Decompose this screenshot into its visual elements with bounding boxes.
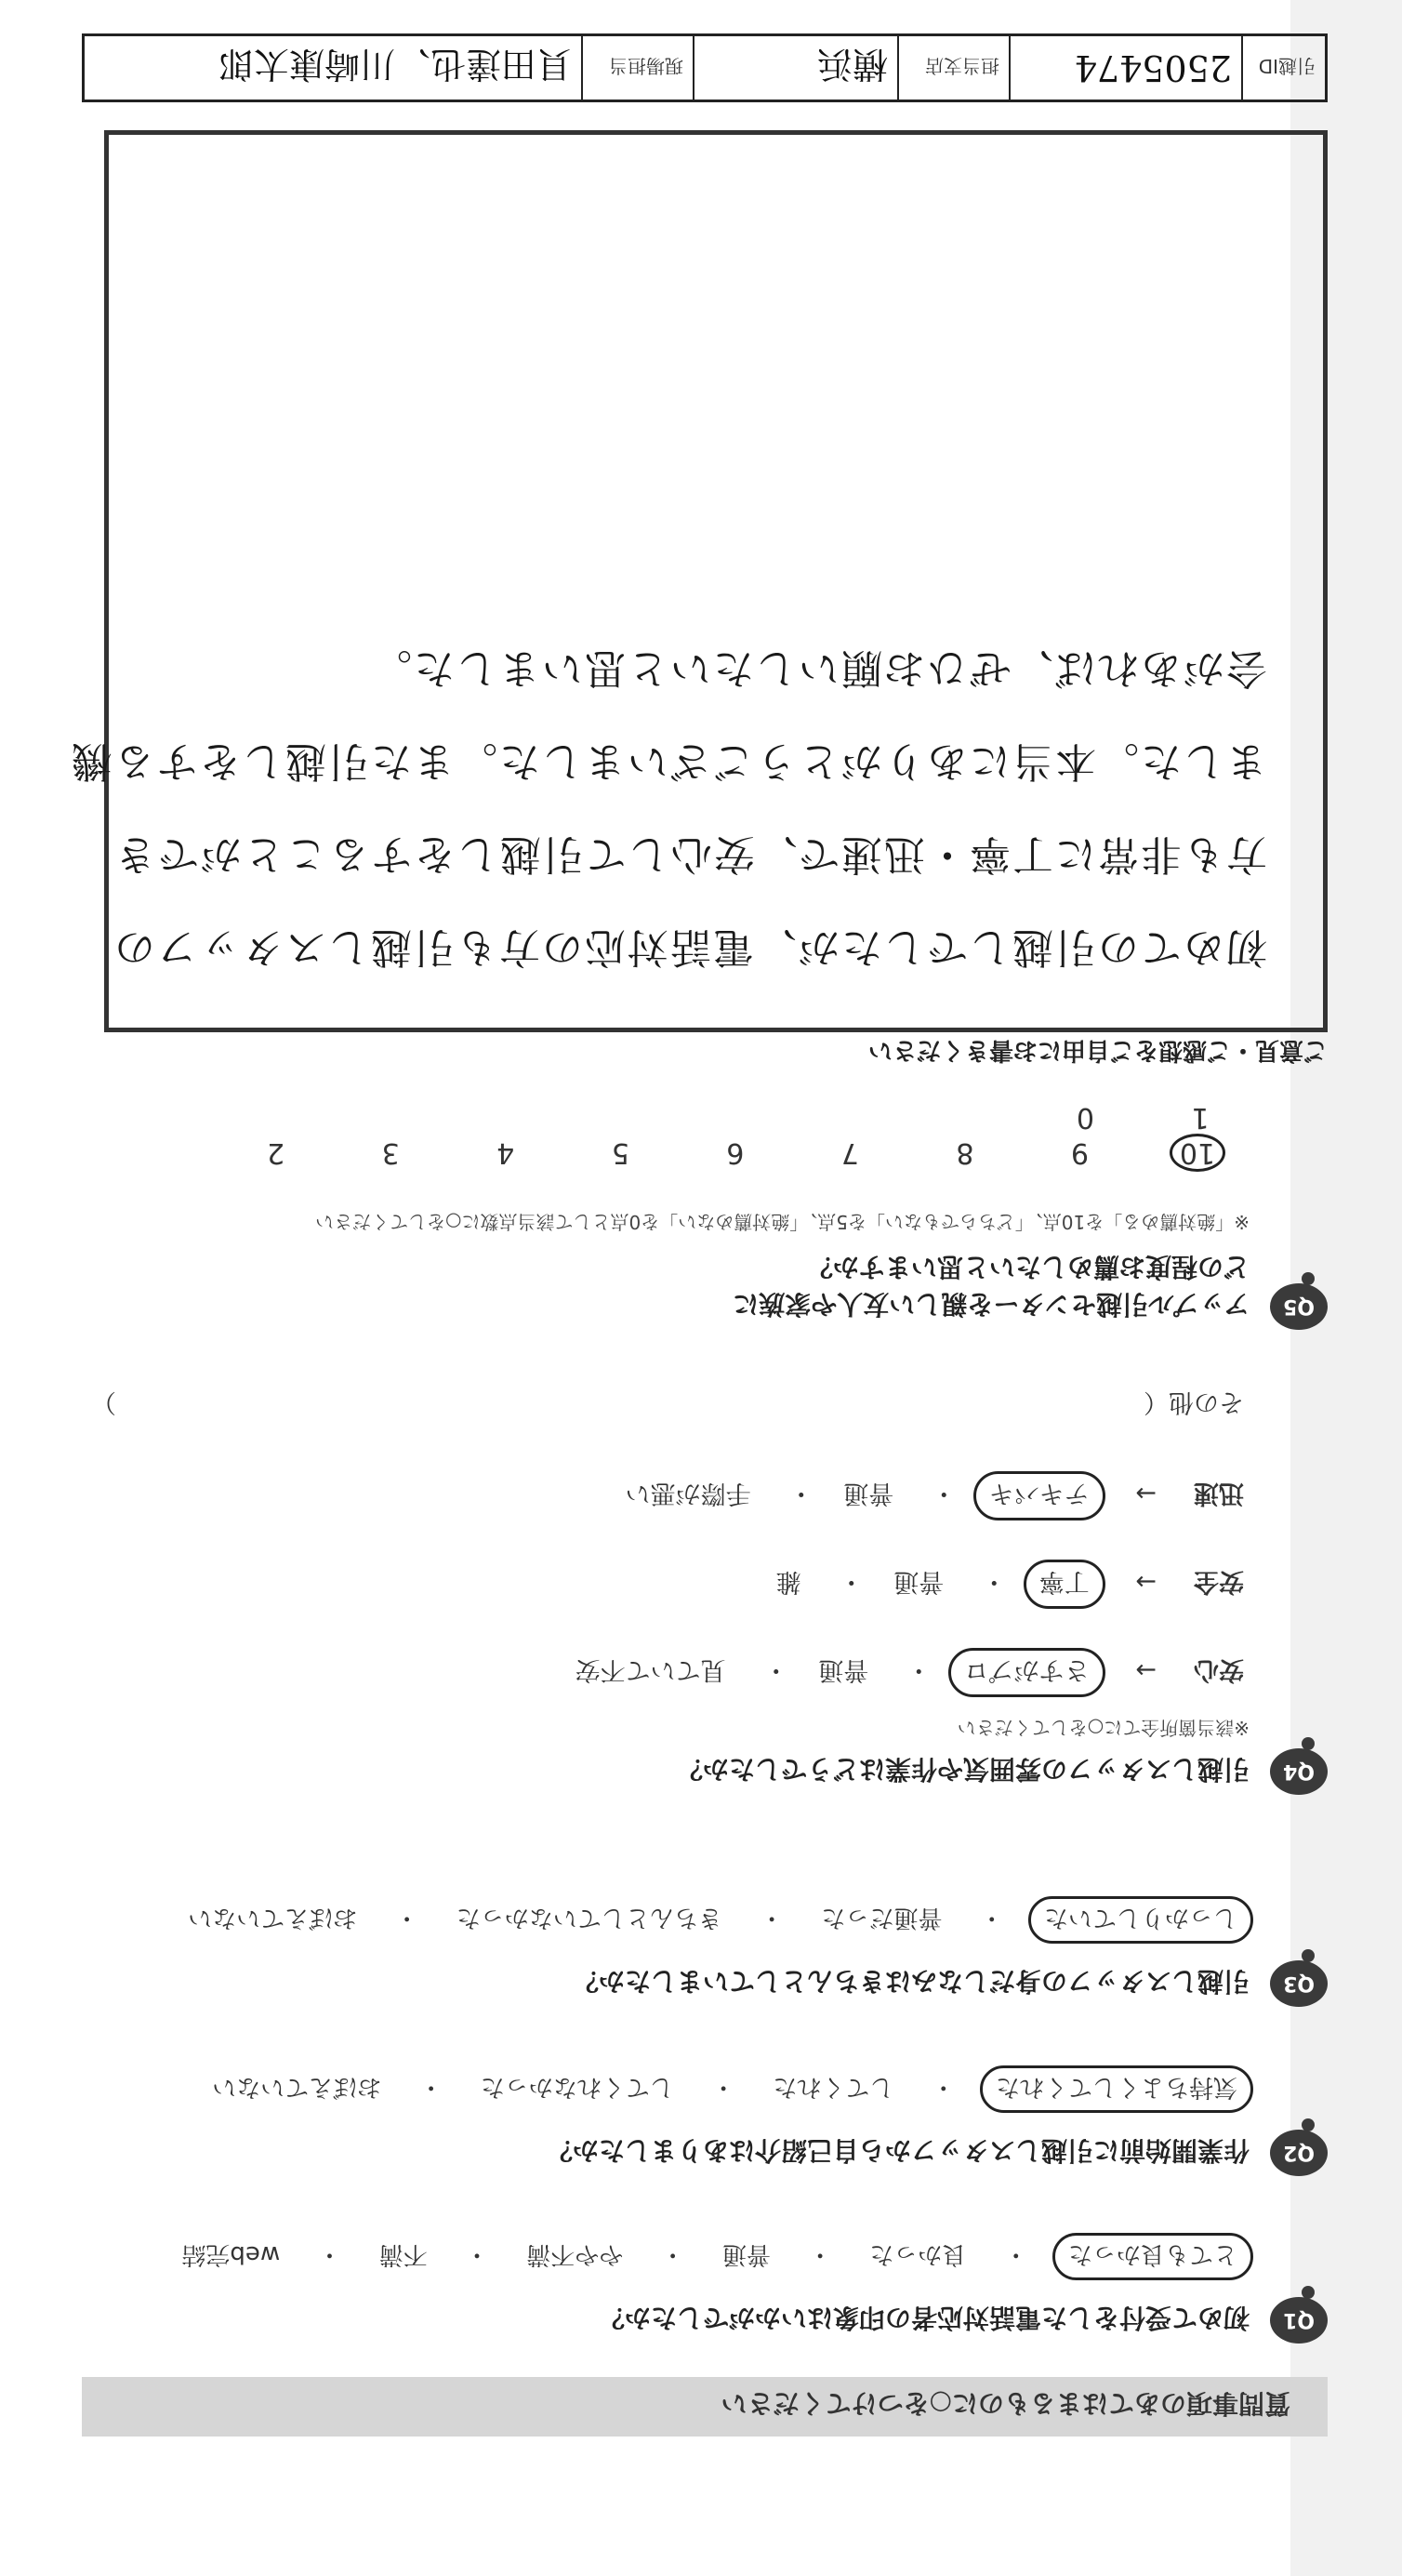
q4-row-anshin: 安心→ さすがプロ・ 普通・ 見ていて不安 [546, 1648, 1244, 1697]
q4-row-label: 安心 [1194, 1655, 1244, 1684]
q4-option[interactable]: 普通 [893, 1567, 945, 1596]
q2-text: 作業開始前に引越しスタッフから自己紹介はありましたか？ [546, 2135, 1250, 2166]
comment-line: ました。本当にありがとうございました。また引越しをする機 [70, 737, 1267, 785]
q4-row-label: 安全 [1194, 1567, 1244, 1596]
q1-option[interactable]: 良かった [869, 2240, 967, 2268]
q5-score[interactable]: 3 [381, 1136, 400, 1169]
q5-score[interactable]: 10 [1170, 1134, 1225, 1172]
q5-score[interactable]: 7 [840, 1136, 859, 1169]
q5-text-line1: アップル引越センターを親しい友人や家族に [733, 1289, 1250, 1320]
q1-badge: Q1 [1270, 2297, 1328, 2344]
comment-line: 初めての引越しでしたが、電話対応の方も引越しスタッフの [112, 923, 1267, 971]
q3-text: 引越しスタッフの身だしなみはきちんとしていましたか？ [572, 1966, 1250, 1997]
q4-option[interactable]: 手際が悪い [625, 1479, 751, 1507]
q5-score[interactable]: 6 [726, 1136, 745, 1169]
q2-badge: Q2 [1270, 2130, 1328, 2176]
q4-other-label: その他（ [1144, 1388, 1244, 1416]
job-info-table [82, 33, 1328, 102]
id-label-cell: 引越ID [1241, 36, 1325, 100]
comment-line: 会があれば、ぜひお願いしたいと思いました。 [369, 644, 1267, 692]
q5-score[interactable]: 0 [1076, 1101, 1094, 1134]
q2-option[interactable]: してくれた [773, 2073, 894, 2101]
q1-option[interactable]: 不満 [378, 2240, 428, 2268]
q4-other[interactable] [91, 1387, 1244, 1423]
q4-other-close: ） [91, 1388, 116, 1416]
q2-option[interactable]: おぼえていない [212, 2073, 382, 2101]
instruction-banner [82, 2377, 1328, 2437]
q4-row-jinsoku: 迅速→ テキパキ・ 普通・ 手際が悪い [596, 1471, 1244, 1520]
comment-title: ご意見・ご感想をご自由にお書きください [867, 1036, 1328, 1064]
branch-label-cell: 担当支店 [897, 36, 1009, 100]
q5-scale [156, 1101, 1253, 1172]
q4-text: 引越しスタッフの雰囲気や作業はどうでしたか？ [676, 1754, 1250, 1785]
q4-row-label: 迅速 [1194, 1479, 1244, 1507]
q1-option[interactable]: web完結 [181, 2240, 281, 2268]
q1-text: 初めて受付をした電話対応者の印象はいかがでしたか？ [598, 2303, 1250, 2333]
q3-option[interactable]: しっかりしていた [1028, 1896, 1253, 1944]
q4-note: ※該当箇所全てに○をしてください [957, 1717, 1250, 1739]
q5-score[interactable]: 2 [267, 1136, 285, 1169]
comment-line: 方も非常に丁寧・迅速で、安心して引越しをすることができ [112, 830, 1267, 878]
q4-badge: Q4 [1270, 1748, 1328, 1795]
q5-score[interactable]: 9 [1070, 1136, 1089, 1169]
q4-option[interactable]: 見ていて不安 [575, 1655, 726, 1684]
q4-option[interactable]: 雑 [775, 1567, 801, 1596]
branch-value-cell: 横浜 [693, 36, 897, 100]
q4-option[interactable]: 丁寧 [1024, 1560, 1105, 1609]
q5-score[interactable]: 1 [1191, 1101, 1210, 1134]
leader-value-cell: 貝田達也、川崎康太郎 [218, 44, 572, 86]
q5-badge: Q5 [1270, 1283, 1328, 1330]
id-value-cell: 2505474 [1009, 36, 1241, 100]
q2-options: 気持ちよくしてくれた ・ してくれた ・ してくれなかった ・ おぼえていない [182, 2065, 1253, 2113]
instruction-text: 質問事項のあてはまるものに○をつけてください [721, 2388, 1290, 2419]
q2-option[interactable]: 気持ちよくしてくれた [980, 2065, 1253, 2113]
q1-option[interactable]: やや不満 [526, 2240, 624, 2268]
q4-option[interactable]: 普通 [818, 1655, 869, 1684]
q5-score[interactable]: 8 [956, 1136, 974, 1169]
q5-score[interactable]: 4 [496, 1136, 515, 1169]
q4-option[interactable]: 普通 [843, 1479, 894, 1507]
q1-option[interactable]: 普通 [721, 2240, 771, 2268]
q4-option[interactable]: さすがプロ [948, 1648, 1105, 1697]
comment-box[interactable] [70, 130, 1328, 1032]
q3-option[interactable]: 普通だった [821, 1904, 943, 1932]
q5-note: ※「絶対薦める」を10点、「どちらでもない」を5点、「絶対薦めない」を0点として該当点数に○をしてください [315, 1211, 1250, 1233]
q5-score[interactable]: 5 [611, 1136, 629, 1169]
q1-option[interactable]: とても良かった [1052, 2233, 1253, 2280]
q3-badge: Q3 [1270, 1960, 1328, 2007]
q5-text-line2: どの程度お薦めしたいと思いますか？ [806, 1252, 1250, 1282]
q3-options: しっかりしていた ・ 普通だった ・ きちんとしていなかった ・ おぼえていない [158, 1896, 1253, 1944]
q4-row-anzen: 安全→ 丁寧・ 普通・ 雑 [747, 1560, 1244, 1609]
q4-option[interactable]: テキパキ [973, 1471, 1105, 1520]
q3-option[interactable]: きちんとしていなかった [456, 1904, 722, 1932]
leader-label-cell: 現場担当 [581, 36, 693, 100]
q1-options: とても良かった ・ 良かった ・ 普通 ・ やや不満 ・ 不満 ・ web完結 [152, 2233, 1253, 2280]
q3-option[interactable]: おぼえていない [188, 1904, 358, 1932]
q2-option[interactable]: してくれなかった [480, 2073, 674, 2101]
